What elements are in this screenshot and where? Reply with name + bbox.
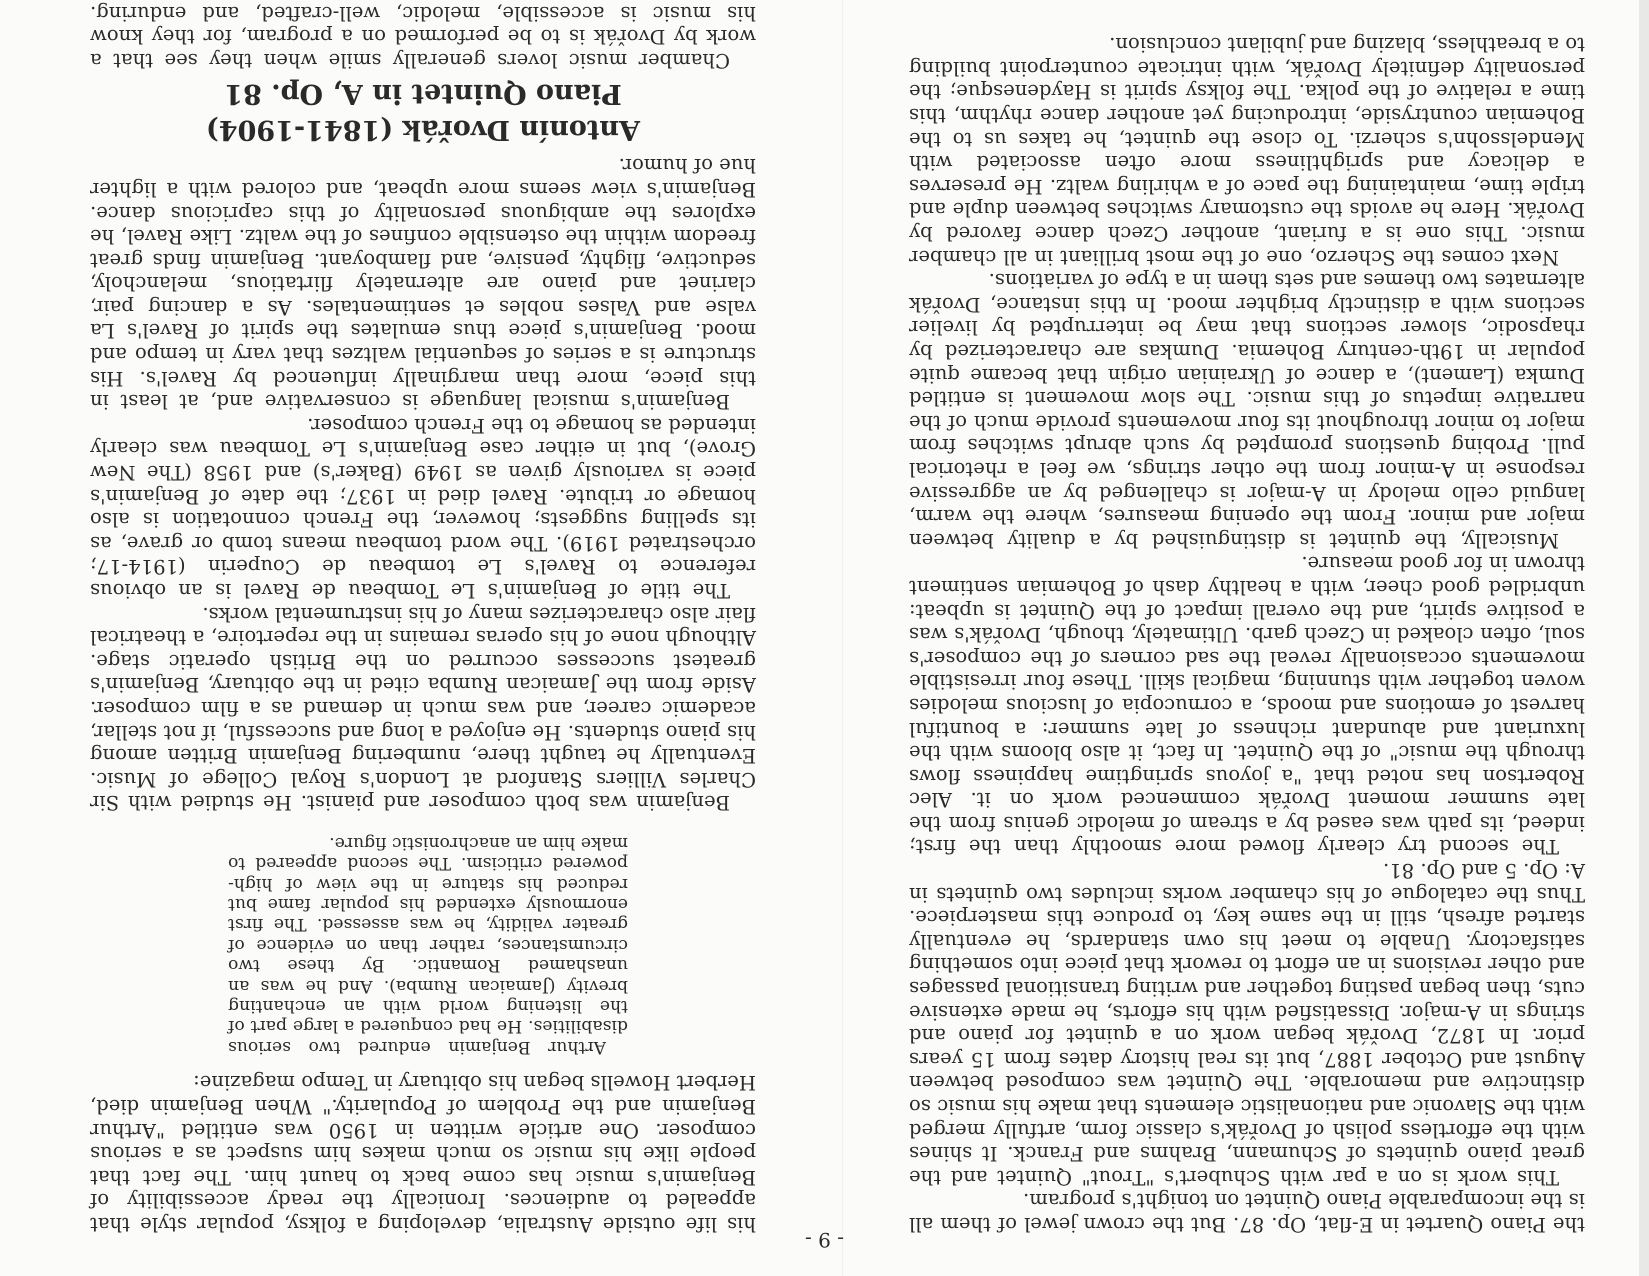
section-heading-work: Piano Quintet in A, Op. 81 [224, 77, 622, 109]
section-heading-composer: Antonín Dvořák (1841-1904) [206, 113, 640, 145]
left-paragraph-1: the Piano Quartet in E-flat, Op. 87. But the crown jewel of them all is the incomparable Piano Quintet on tonight's program. [909, 1189, 1585, 1236]
left-paragraph-2: This work is on a par with Schubert's "Trout" Quintet and the great piano quintets of Schumann, Brahms and Franck. It shines with the effortless polish of Dvořák's classic form, artfully merged with the Slavonic and nationalistic elements that make his music so distinctive and memorable. The Quintet was composed between August and October 1887, but its real history dates from 15 years prior. In 1872, Dvořák began work on a quintet for piano and strings in A-major. Dissatisfied with his efforts, he made extensive cuts, then began pasting together and writing transitional passages and other revisions in an effort to rework that piece into something satisfactory. Unable to meet his own standards, he eventually started afresh, still in the same key, to produce this masterpiece. Thus the catalogue of his chamber works includes two quintets in A: Op. 5 and Op. 81. [909, 859, 1585, 1189]
left-paragraph-5: Next comes the Scherzo, one of the most brilliant in all chamber music. This one is a furiant, another Czech dance favored by Dvořák. Here he avoids the customary switches between duple and triple time, maintaining the pace of a whirling waltz. He preserves a delicacy and sprightliness more often associated with Mendelssohn's scherzi. To close the quintet, he takes us to the Bohemian countryside, introducing yet another dance rhythm, this time a relative of the polka. The folksy spirit is Haydenesque; the personality definitely Dvořák, with intricate counterpoint building to a breathless, blazing and jubilant conclusion. [909, 33, 1585, 269]
left-paragraph-3: The second try clearly flowed more smoothly than the first; indeed, its path was eased by a stream of melodic genius from the late summer moment Dvořák commenced work on it. Alec Robertson has noted that "a joyous springtime happiness flows through the music" of the Quintet. In fact, it also blooms with the luxuriant and abundant richness of late summer: a bountiful harvest of emotions and moods, a cornucopia of luscious melodies woven together with stunning, magical skill. These four irresistible movements occasionally reveal the sad corners of the composer's soul, often cloaked in Czech garb. Ultimately, though, Dvořák's was a positive spirit, and the overall impact of the Quintet is upbeat: unbridled good cheer, with a healthy dash of Bohemian sentiment thrown in for good measure. [909, 552, 1585, 859]
right-intro-paragraph: his life outside Australia, developing a folksy, popular style that appealed to audiences. Ironically the ready accessibility of Benjamin's music has come back to haunt him. The fact that people like his music so much makes him suspect as a serious composer. One article written in 1950 was entitled "Arthur Benjamin and the Problem of Popularity." When Benjamin died, Herbert Howells began his obituary in Tempo magazine: [90, 1071, 756, 1236]
left-paragraph-4: Musically, the quintet is distinguished by a duality between major and minor. From the opening measures, where the warm, languid cello melody in A-major is challenged by an aggressive response in A-minor from the other strings, we feel a rhetorical pull. Probing questions prompted by such abrupt switches from major to minor throughout its four movements provide much of the narrative impetus of this music. The slow movement is entitled Dumka (Lament), a dance of Ukrainian origin that became quite popular in 19th-century Bohemia. Dumkas are characterized by rhapsodic, slower sections that may be interrupted by livelier sections with a distinctly brighter mood. In this instance, Dvořák alternates two themes and sets them in a type of variations. [909, 269, 1585, 552]
right-paragraph-1: Benjamin was both composer and pianist. He studied with Sir Charles Villiers Stanford at London's Royal College of Music. Eventually he taught there, numbering Benjamin Britten among his piano students. He enjoyed a long and successful, if not stellar, academic career, and was much in demand as a film composer. Aside from the Jamaican Rumba cited in the obituary, Benjamin's greatest successes occurred on the British operatic stage. Although none of his operas remains in the repertoire, a theatrical flair also characterizes many of his instrumental works. [90, 602, 756, 815]
right-closing-paragraph: Chamber music lovers generally smile when they see that a work by Dvořák is to be performed on a program, for they know his music is accessible, melodic, well-crafted, and enduring. [90, 1, 756, 72]
gutter-line [842, 0, 843, 1276]
obituary-quote [228, 832, 628, 1056]
page-number: - 9 - [805, 1228, 844, 1252]
binding-shadow [1639, 0, 1649, 1276]
quote-text: Arthur Benjamin endured two serious disabilities. He had conquered a large part of the listening world with an enchanting brevity (Jamaican Rumba). And he was an unashamed Romantic. By these two circumstances, rather than on evidence of greater validity, he was assessed. The first enormously extended his popular fame but reduced his stature in the view of high-powered criticism. The second appeared to make him an anachronistic figure. [228, 832, 628, 1057]
right-column [90, 0, 756, 1236]
left-column [909, 33, 1585, 1236]
right-paragraph-2: The title of Benjamin's Le Tombeau de Ravel is an obvious reference to Ravel's Le tombeau de Couperin (1914-17; orchestrated 1919). The word tombeau means tomb or grave, as its spelling suggests; however, the French connotation is also homage or tribute. Ravel died in 1937; the date of Benjamin's piece is variously given as 1949 (Baker's) and 1958 (The New Grove), but in either case Benjamin's Le Tombeau was clearly intended as homage to the French composer. [90, 413, 756, 603]
right-paragraph-3: Benjamin's musical language is conservative and, at least in this piece, more than marginally influenced by Ravel's. His structure is a series of sequential waltzes that vary in tempo and mood. Benjamin's piece thus emulates the spirit of Ravel's La valse and Valses nobles et sentimentales. As a dancing pair, clarinet and piano are alternately flirtatious, melancholy, seductive, flighty, pensive, and flamboyant. Benjamin finds great freedom within the ostensible confines of the waltz. Like Ravel, he explores the ambiguous personality of this capricious dance. Benjamin's view seems more upbeat, and colored with a lighter hue of humor. [90, 154, 756, 414]
